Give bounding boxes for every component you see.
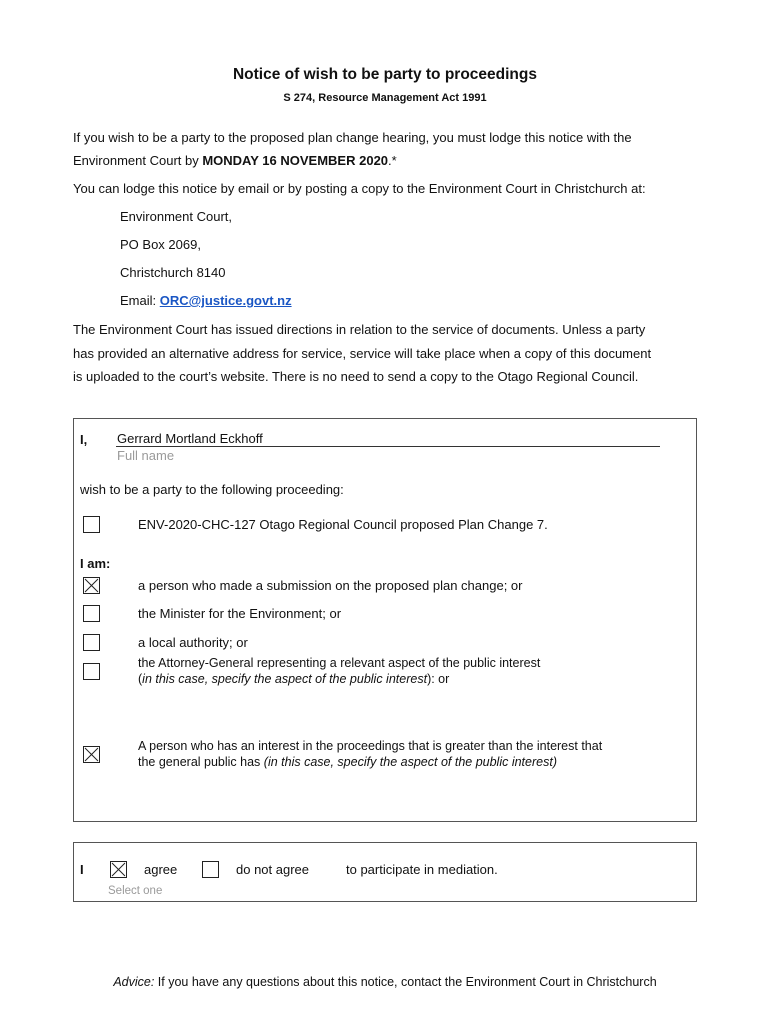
full-name-field[interactable]: Gerrard Mortland Eckhoff: [117, 431, 263, 446]
submitter-label: a person who made a submission on the proposed plan change; or: [138, 578, 523, 593]
wish-text: wish to be a party to the following proceeding:: [80, 482, 344, 497]
attorney-general-label: the Attorney-General representing a relevant aspect of the public interest: [138, 656, 541, 670]
agree-label: agree: [144, 862, 178, 877]
proceeding-label: ENV-2020-CHC-127 Otago Regional Council proposed Plan Change 7.: [138, 517, 548, 532]
intro-line-2: [73, 153, 397, 168]
deadline-date: MONDAY 16 NOVEMBER 2020: [202, 153, 389, 168]
greater-interest-label: A person who has an interest in the proceedings that is greater than the interest that: [138, 739, 603, 753]
full-name-underline: [116, 446, 660, 447]
disagree-checkbox[interactable]: [202, 861, 219, 878]
mediation-i-label: I: [80, 862, 84, 877]
agree-checkbox[interactable]: [110, 861, 127, 878]
address-line-1: Environment Court,: [120, 209, 232, 224]
full-name-hint: Full name: [117, 448, 175, 463]
local-authority-label: a local authority; or: [138, 635, 248, 650]
advice-text: If you have any questions about this notice, contact the Environment Court in Christchurch: [154, 975, 657, 989]
mediation-suffix: to participate in mediation.: [346, 862, 498, 877]
email-link[interactable]: ORC@justice.govt.nz: [159, 293, 292, 308]
i-am-label: I am:: [80, 556, 111, 571]
intro-line-3: You can lodge this notice by email or by posting a copy to the Environment Court in Christchurch at:: [73, 181, 646, 196]
form-i-label: I,: [80, 432, 88, 447]
intro-deadline-suffix: .*: [388, 153, 397, 168]
greater-interest-checkbox[interactable]: [83, 746, 100, 763]
greater-interest-note: [138, 755, 557, 769]
advice-footer: [0, 975, 770, 989]
email-label: Email:: [120, 293, 160, 308]
select-one-hint: Select one: [108, 885, 163, 897]
attorney-general-note: (in this case, specify the aspect of the public interest): or: [138, 672, 450, 686]
proceeding-checkbox[interactable]: [83, 516, 100, 533]
page-subtitle: S 274, Resource Management Act 1991: [283, 92, 487, 104]
cross-mark-icon: [111, 862, 126, 877]
cross-mark-icon: [84, 747, 99, 762]
directions-line-2: has provided an alternative address for service, service will take place when a copy of this document: [73, 346, 652, 361]
advice-label: Advice:: [113, 975, 155, 989]
address-line-3: Christchurch 8140: [120, 265, 226, 280]
attorney-general-checkbox[interactable]: [83, 663, 100, 680]
attorney-general-note-italic: in this case, specify the aspect of the public interest: [142, 672, 428, 686]
address-email-line: [120, 293, 292, 308]
intro-line-1: If you wish to be a party to the proposed plan change hearing, you must lodge this notice with the: [73, 130, 632, 145]
page-title: Notice of wish to be party to proceedings: [232, 66, 537, 83]
intro-deadline-prefix: Environment Court by: [73, 153, 203, 168]
attorney-general-note-suffix: ): or: [427, 672, 450, 686]
disagree-label: do not agree: [236, 862, 310, 877]
greater-interest-note-italic: (in this case, specify the aspect of the public interest): [263, 755, 557, 769]
local-authority-checkbox[interactable]: [83, 634, 100, 651]
submitter-checkbox[interactable]: [83, 577, 100, 594]
directions-line-3: is uploaded to the court’s website. There is no need to send a copy to the Otago Regional Council.: [73, 369, 639, 384]
minister-checkbox[interactable]: [83, 605, 100, 622]
greater-interest-note-text: the general public has: [138, 755, 264, 769]
address-line-2: PO Box 2069,: [120, 237, 201, 252]
cross-mark-icon: [84, 578, 99, 593]
directions-line-1: The Environment Court has issued directions in relation to the service of documents. Unless a party: [73, 322, 646, 337]
minister-label: the Minister for the Environment; or: [138, 606, 342, 621]
